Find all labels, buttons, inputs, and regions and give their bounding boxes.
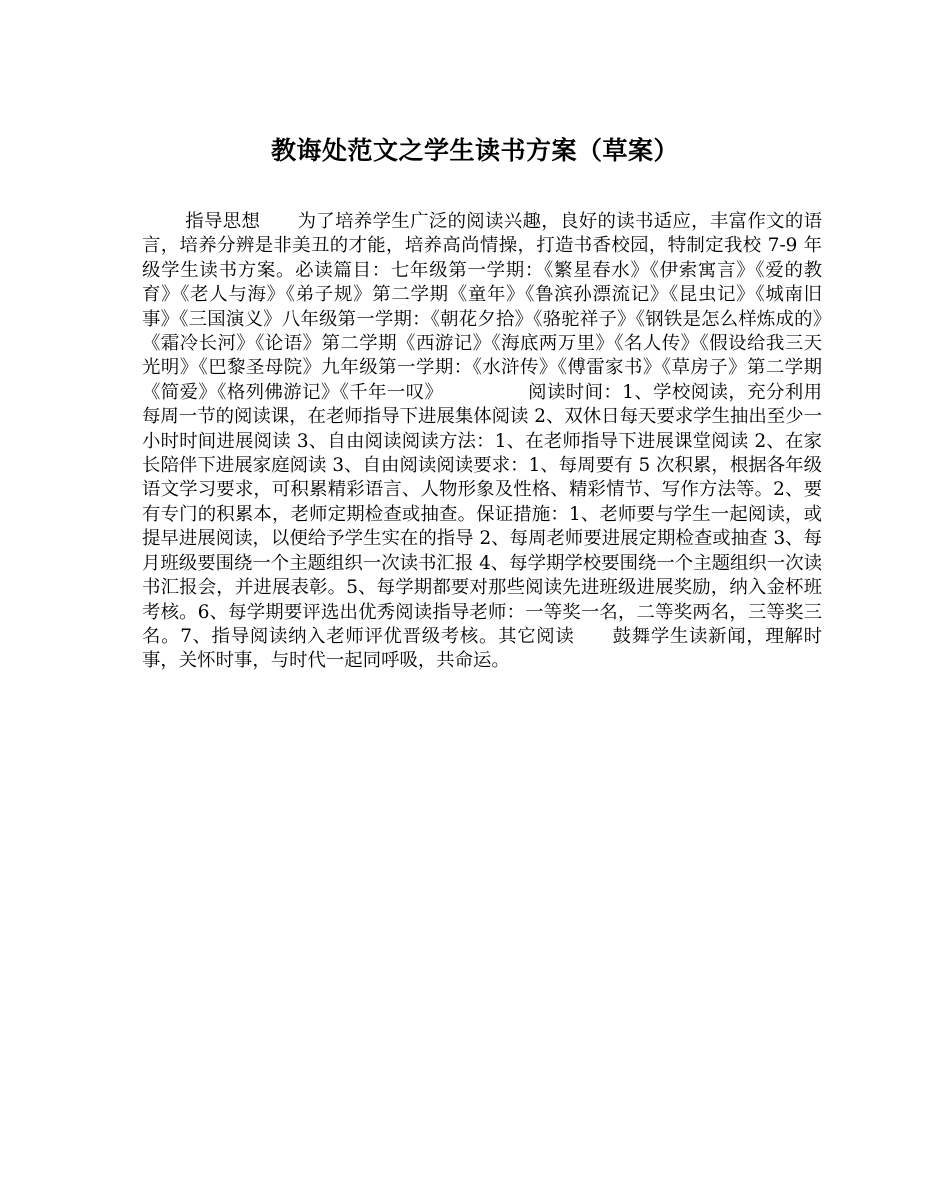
document-body-paragraph: 指导思想 为了培养学生广泛的阅读兴趣，良好的读书适应，丰富作文的语言，培养分辨是非美丑的才能，培养高尚情操，打造书香校园，特制定我校 7-9 年级学生读书方案。必读篇目：七年级第一学期：《繁星春水》《伊索寓言》《爱的教育》《老人与海》《弟子规》第二学期《童年》《鲁滨孙漂流记》《昆虫记》《城南旧事》《三国演义》八年级第一学期：《朝花夕拾》《骆驼祥子》《钢铁是怎么样炼成的》《霜冷长河》《论语》第二学期《西游记》《海底两万里》《名人传》《假设给我三天光明》《巴黎圣母院》九年级第一学期：《水浒传》《傅雷家书》《草房子》第二学期《简爱》《格列佛游记》《千年一叹》 阅读时间：1、学校阅读，充分利用每周一节的阅读课，在老师指导下进展集体阅读 2、双休日每天要求学生抽出至少一小时时间进展阅读 3、自由阅读阅读方法：1、在老师指导下进展课堂阅读 2、在家长陪伴下进展家庭阅读 3、自由阅读阅读要求：1、每周要有 5 次积累，根据各年级语文学习要求，可积累精彩语言、人物形象及性格、精彩情节、写作方法等。2、要有专门的积累本，老师定期检查或抽查。保证措施：1、老师要与学生一起阅读，或提早进展阅读，以便给予学生实在的指导 2、每周老师要进展定期检查或抽查 3、每月班级要围绕一个主题组织一次读书汇报 4、每学期学校要围绕一个主题组织一次读书汇报会，并进展表彰。5、每学期都要对那些阅读先进班级进展奖励，纳入金杯班考核。6、每学期要评选出优秀阅读指导老师：一等奖一名，二等奖两名，三等奖三名。7、指导阅读纳入老师评优晋级考核。其它阅读 鼓舞学生读新闻，理解时事，关怀时事，与时代一起同呼吸，共命运。 — [142, 211, 822, 672]
document-title: 教诲处范文之学生读书方案（草案） — [270, 136, 679, 165]
